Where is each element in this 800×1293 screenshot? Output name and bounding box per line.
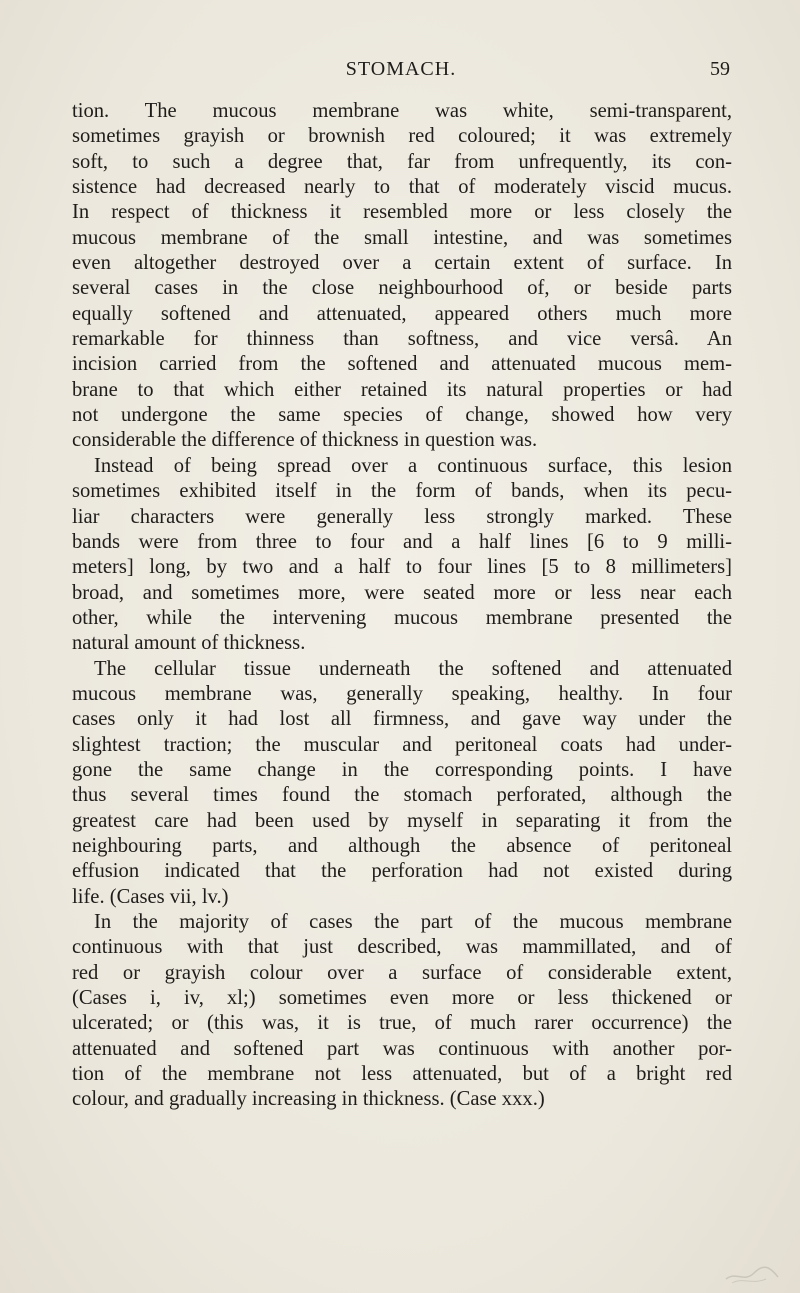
running-title: STOMACH. xyxy=(345,58,457,80)
running-head xyxy=(72,58,730,84)
text-line: slightest traction; the muscular and peritoneal coats had under- xyxy=(72,733,732,756)
ink-smear-mark xyxy=(722,1257,782,1287)
text-line: considerable the difference of thickness in question was. xyxy=(72,429,538,452)
page-number: 59 xyxy=(710,58,730,80)
text-line: equally softened and attenuated, appeared others much more xyxy=(72,302,732,325)
text-line: ulcerated; or (this was, it is true, of much rarer occurrence) the xyxy=(72,1012,732,1035)
text-line: natural amount of thickness. xyxy=(72,632,306,655)
text-line: liar characters were generally less strongly marked. These xyxy=(72,505,732,528)
text-line: neighbouring parts, and although the absence of peritoneal xyxy=(72,834,732,857)
text-line: tion. The mucous membrane was white, semi-transparent, xyxy=(72,100,732,122)
text-line: thus several times found the stomach perforated, although the xyxy=(72,784,732,807)
text-line: attenuated and softened part was continuous with another por- xyxy=(72,1037,732,1060)
text-line: sometimes exhibited itself in the form of bands, when its pecu- xyxy=(72,480,732,503)
text-line: remarkable for thinness than softness, and vice versâ. An xyxy=(72,328,732,351)
text-line: In respect of thickness it resembled more or less closely the xyxy=(72,201,732,224)
text-line: cases only it had lost all firmness, and gave way under the xyxy=(72,708,732,731)
text-line: other, while the intervening mucous membrane presented the xyxy=(72,606,732,629)
text-line: The cellular tissue underneath the softened and attenuated xyxy=(94,657,732,680)
text-line: greatest care had been used by myself in separating it from the xyxy=(72,809,732,832)
text-line: sometimes grayish or brownish red coloured; it was extremely xyxy=(72,125,732,148)
text-line: bands were from three to four and a half lines [6 to 9 milli- xyxy=(72,530,732,553)
text-line: red or grayish colour over a surface of considerable extent, xyxy=(72,961,732,984)
text-line: In the majority of cases the part of the mucous membrane xyxy=(94,911,732,933)
text-line: meters] long, by two and a half to four lines [5 to 8 millimeters] xyxy=(72,556,732,579)
text-line: even altogether destroyed over a certain extent of surface. In xyxy=(72,252,732,275)
text-line: several cases in the close neighbourhood of, or beside parts xyxy=(72,277,732,300)
text-line: mucous membrane of the small intestine, and was sometimes xyxy=(72,226,732,249)
text-line: incision carried from the softened and attenuated mucous mem- xyxy=(72,353,732,376)
text-line: sistence had decreased nearly to that of moderately viscid mucus. xyxy=(72,176,732,199)
text-line: soft, to such a degree that, far from unfrequently, its con- xyxy=(72,150,732,173)
text-line: broad, and sometimes more, were seated more or less near each xyxy=(72,581,732,604)
text-line: gone the same change in the corresponding points. I have xyxy=(72,758,732,781)
text-line: not undergone the same species of change, showed how very xyxy=(72,404,732,427)
body-text xyxy=(72,99,732,1113)
text-line: continuous with that just described, was mammillated, and of xyxy=(72,936,732,959)
text-line: Instead of being spread over a continuous surface, this lesion xyxy=(94,454,732,477)
text-line: effusion indicated that the perforation had not existed during xyxy=(72,860,732,883)
text-line: colour, and gradually increasing in thickness. (Case xxx.) xyxy=(72,1088,545,1111)
text-line: life. (Cases vii, lv.) xyxy=(72,885,229,908)
text-line: (Cases i, iv, xl;) sometimes even more or less thickened or xyxy=(72,987,732,1010)
text-line: brane to that which either retained its natural properties or had xyxy=(72,378,732,401)
text-line: mucous membrane was, generally speaking, healthy. In four xyxy=(72,682,732,705)
text-line: tion of the membrane not less attenuated, but of a bright red xyxy=(72,1063,732,1086)
